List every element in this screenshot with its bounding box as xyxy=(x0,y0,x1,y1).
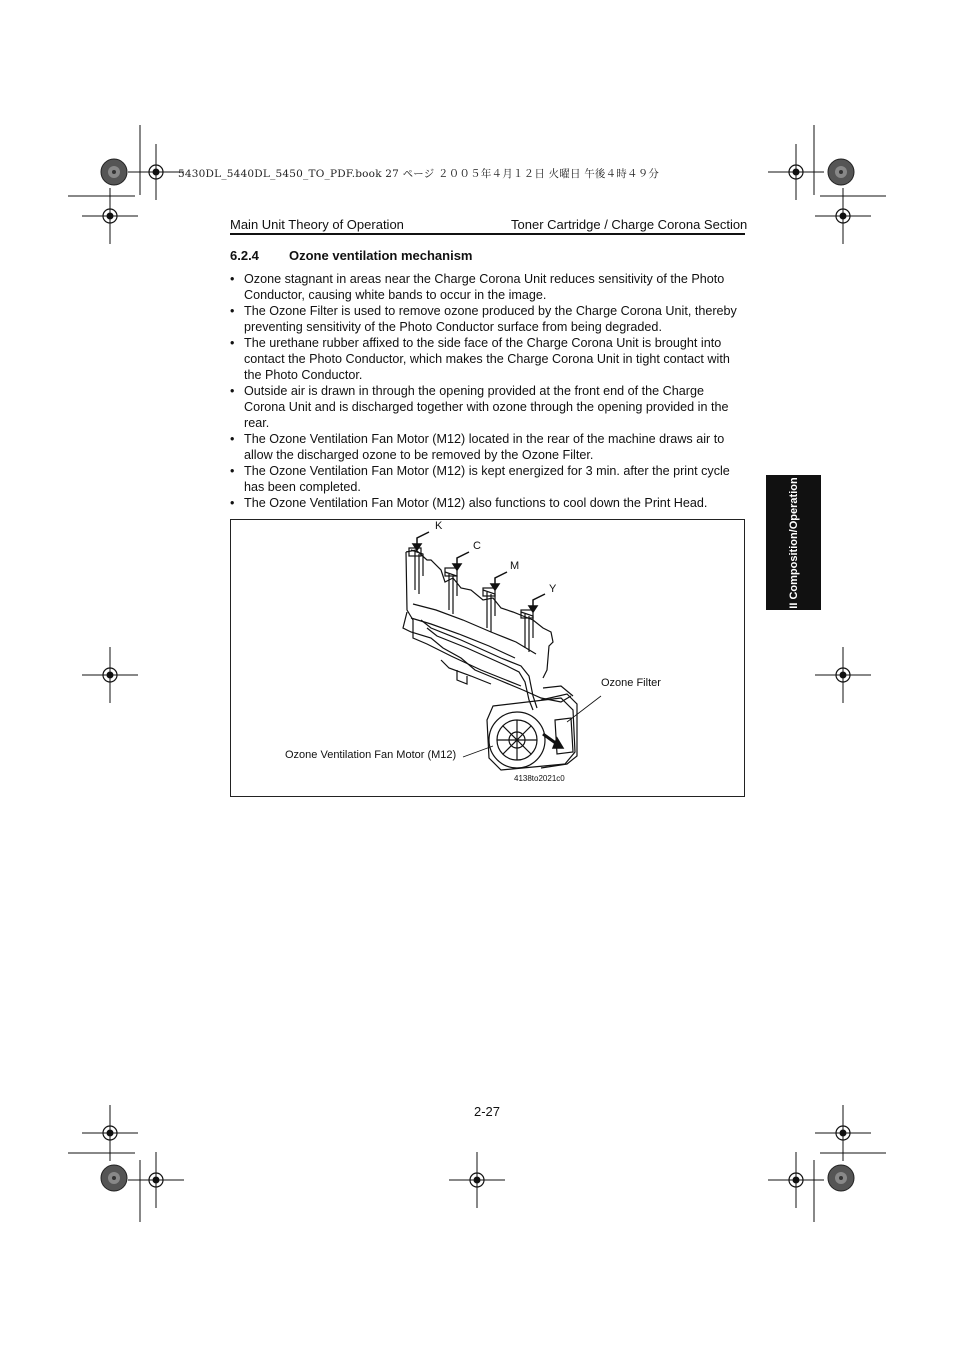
bullet-text: The urethane rubber affixed to the side face of the Charge Corona Unit is brought into contact the Photo Conductor, which makes the Charge Corona Unit in tight contact with the Photo Conductor. xyxy=(244,336,730,382)
side-tab-label: II Composition/Operation xyxy=(787,476,800,609)
label-fan-motor: Ozone Ventilation Fan Motor (M12) xyxy=(285,749,457,761)
figure-id: 4138to2021c0 xyxy=(514,774,565,783)
page-number: 2-27 xyxy=(474,1104,501,1119)
bullet-text: The Ozone Ventilation Fan Motor (M12) is kept energized for 3 min. after the print cycle has been completed. xyxy=(244,464,730,494)
bullet-marker: • xyxy=(230,432,235,446)
bullet-marker: • xyxy=(230,336,235,350)
bullet-marker: • xyxy=(230,464,235,478)
bullet-marker: • xyxy=(230,496,235,510)
label-c: C xyxy=(473,540,481,552)
bullet-text: The Ozone Filter is used to remove ozone produced by the Charge Corona Unit, thereby preventing sensitivity of the Photo Conductor surface from being degraded. xyxy=(244,304,737,334)
figure-box xyxy=(230,519,745,797)
bullet-item xyxy=(230,463,745,495)
header-rule xyxy=(230,233,745,235)
bullet-marker: • xyxy=(230,384,235,398)
label-ozone-filter: Ozone Filter xyxy=(601,677,661,689)
bullet-item xyxy=(230,431,745,463)
bullet-list xyxy=(230,271,745,511)
print-info-line: 5430DL_5440DL_5450_TO_PDF.book 27 ページ ２００５年４月１２日 火曜日 午後４時４９分 xyxy=(178,168,660,180)
side-tab xyxy=(766,475,821,610)
section-number: 6.2.4 xyxy=(230,248,259,263)
bullet-text: The Ozone Ventilation Fan Motor (M12) located in the rear of the machine draws air to allow the discharged ozone to be removed by the Ozone Filter. xyxy=(244,432,725,462)
running-header-left: Main Unit Theory of Operation xyxy=(230,217,404,232)
label-y: Y xyxy=(549,583,557,595)
bullet-text: Outside air is drawn in through the opening provided at the front end of the Charge Corona Unit and is discharged together with ozone through the opening provided in the rear. xyxy=(244,384,729,430)
label-m: M xyxy=(510,560,520,572)
bullet-item xyxy=(230,303,745,335)
bullet-marker: • xyxy=(230,272,235,286)
bullet-item xyxy=(230,495,745,511)
running-header-right: Toner Cartridge / Charge Corona Section xyxy=(511,217,748,232)
bullet-item xyxy=(230,335,745,383)
bullet-item xyxy=(230,383,745,431)
label-k: K xyxy=(435,520,443,532)
bullet-item xyxy=(230,271,745,303)
bullet-marker: • xyxy=(230,304,235,318)
section-title: Ozone ventilation mechanism xyxy=(289,248,473,263)
bullet-text: Ozone stagnant in areas near the Charge Corona Unit reduces sensitivity of the Photo Conductor, causing white bands to occur in the image. xyxy=(244,272,725,302)
bullet-text: The Ozone Ventilation Fan Motor (M12) also functions to cool down the Print Head. xyxy=(244,496,708,510)
